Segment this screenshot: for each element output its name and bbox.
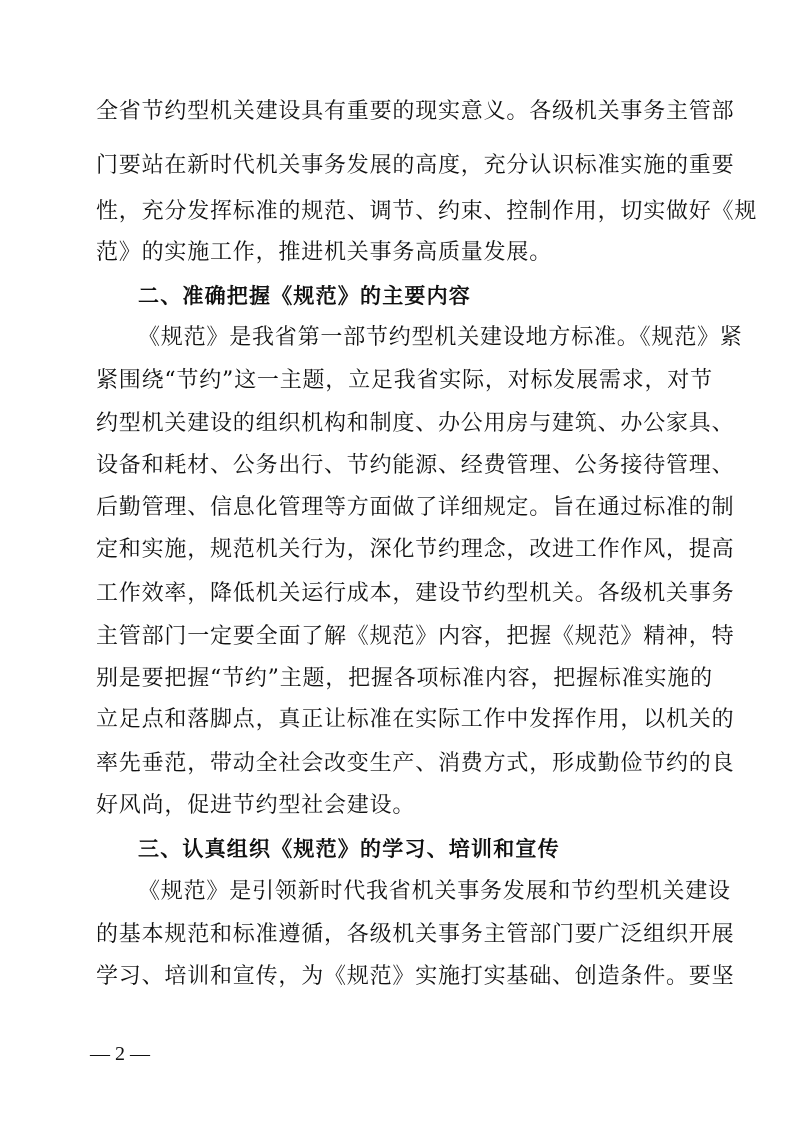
body-text-line: 设备和耗材、公务出行、节约能源、经费管理、公务接待管理、 <box>96 453 735 478</box>
body-text-line: 门要站在新时代机关事务发展的高度，充分认识标准实施的重要 <box>96 153 735 178</box>
body-text-line: 定和实施，规范机关行为，深化节约理念，改进工作作风，提高 <box>96 537 735 562</box>
body-text-line: 学习、培训和宣传，为《规范》实施打实基础、创造条件。要坚 <box>96 964 735 989</box>
body-text-line: 紧围绕“节约”这一主题，立足我省实际，对标发展需求，对节 <box>96 368 713 393</box>
paragraph-first-line: 《规范》是引领新时代我省机关事务发展和节约型机关建设 <box>138 879 731 904</box>
body-text-line: 主管部门一定要全面了解《规范》内容，把握《规范》精神，特 <box>96 624 735 649</box>
body-text-line: 工作效率，降低机关运行成本，建设节约型机关。各级机关事务 <box>96 581 735 606</box>
body-text-line: 约型机关建设的组织机构和制度、办公用房与建筑、办公家具、 <box>96 411 735 436</box>
page-number: — 2 — <box>90 1043 150 1065</box>
body-text-line: 率先垂范，带动全社会改变生产、消费方式，形成勤俭节约的良 <box>96 751 735 776</box>
body-text-line: 全省节约型机关建设具有重要的现实意义。各级机关事务主管部 <box>96 99 735 124</box>
paragraph-first-line: 《规范》是我省第一部节约型机关建设地方标准。《规范》紧 <box>138 325 743 350</box>
body-text-line: 立足点和落脚点，真正让标准在实际工作中发挥作用，以机关的 <box>96 707 735 732</box>
body-text-line: 后勤管理、信息化管理等方面做了详细规定。旨在通过标准的制 <box>96 495 735 520</box>
body-text-line: 性，充分发挥标准的规范、调节、约束、控制作用，切实做好《规 <box>96 199 758 224</box>
body-text-line: 好风尚，促进节约型社会建设。 <box>96 793 416 818</box>
body-text-line: 范》的实施工作，推进机关事务高质量发展。 <box>96 240 553 265</box>
section-heading-2: 二、准确把握《规范》的主要内容 <box>138 284 471 308</box>
section-heading-3: 三、认真组织《规范》的学习、培训和宣传 <box>138 837 560 861</box>
body-text-line: 别是要把握“节约”主题，把握各项标准内容，把握标准实施的 <box>96 666 713 691</box>
body-text-line: 的基本规范和标准遵循，各级机关事务主管部门要广泛组织开展 <box>96 922 735 947</box>
